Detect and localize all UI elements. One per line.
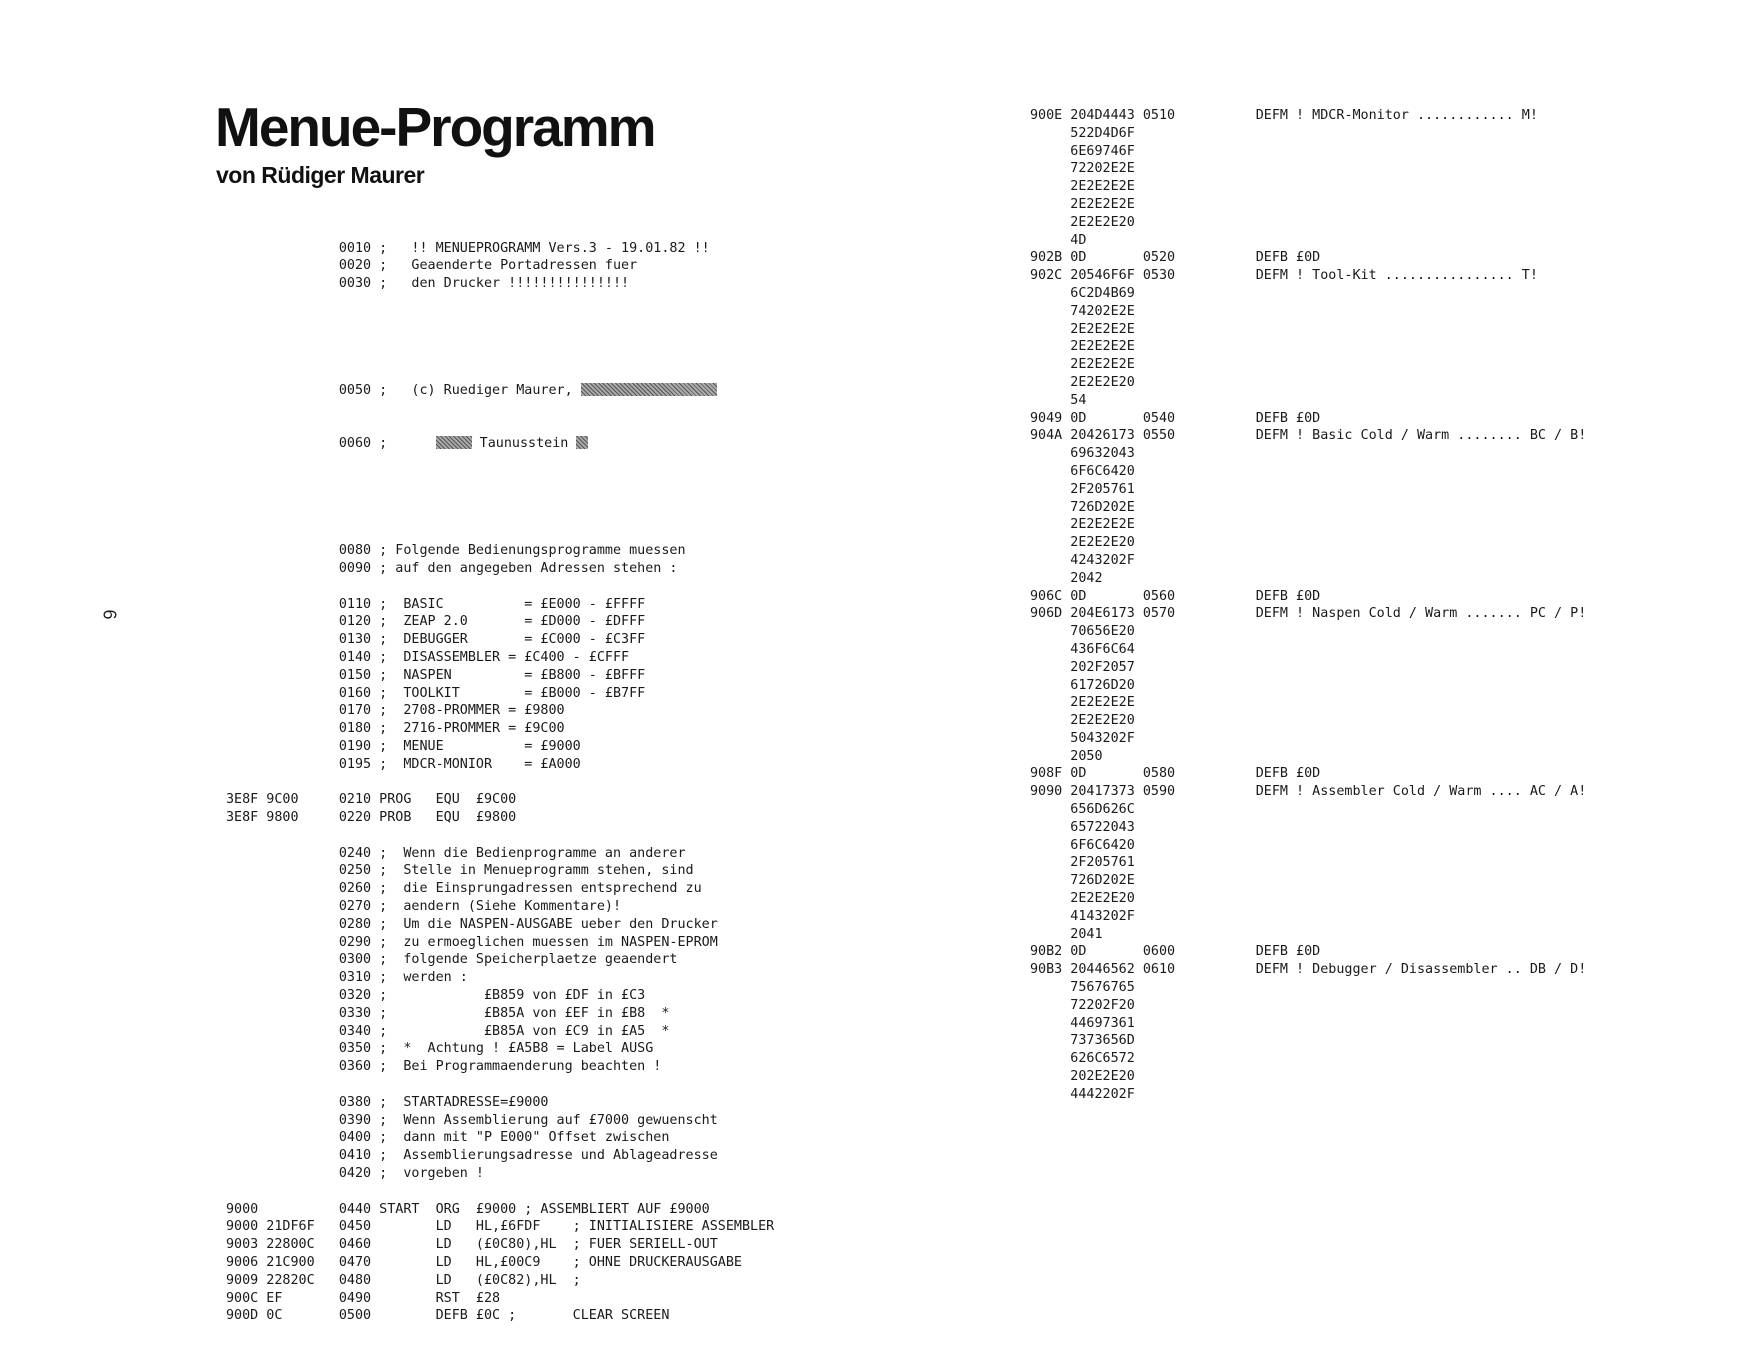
listing-line: 0080 ; Folgende Bedienungsprogramme muessen [226,543,686,559]
listing-line: 0310 ; werden : [226,970,468,986]
listing-line: 906D 204E6173 0570 DEFM ! Naspen Cold / Warm ....... PC / P! [1030,606,1587,622]
listing-line: 69632043 [1030,446,1135,462]
listing-line [226,1183,774,1201]
listing-line: 2F205761 [1030,481,1135,497]
listing-line: 70656E20 [1030,624,1135,640]
listing-line: 0190 ; MENUE = £9000 [226,738,581,754]
listing-line: 2E2E2E20 [1030,713,1135,729]
redaction-bar [436,436,472,449]
listing-line: 2E2E2E20 [1030,374,1135,390]
listing-line: 4243202F [1030,552,1135,568]
listing-line: 90B3 20446562 0610 DEFM ! Debugger / Disassembler .. DB / D! [1030,962,1587,978]
listing-line: 0120 ; ZEAP 2.0 = £D000 - £DFFF [226,614,646,630]
listing-line: 2E2E2E2E [1030,339,1135,355]
author-byline: von Rüdiger Maurer [216,162,425,188]
listing-line: 0170 ; 2708-PROMMER = £9800 [226,703,565,719]
listing-line [226,435,774,453]
listing-line: 0340 ; £B85A von £C9 in £A5 * [226,1023,670,1039]
listing-line [226,578,774,596]
listing-line: 5043202F [1030,730,1135,746]
listing-line: 902B 0D 0520 DEFB £0D [1030,250,1321,266]
listing-line: 61726D20 [1030,677,1135,693]
listing-line: 522D4D6F [1030,125,1135,141]
listing-line: 0390 ; Wenn Assemblierung auf £7000 gewuenscht [226,1112,718,1128]
listing-line: 74202E2E [1030,303,1135,319]
listing-line: 6E69746F [1030,143,1135,159]
listing-line: 0180 ; 2716-PROMMER = £9C00 [226,721,565,737]
listing-line: 72202F20 [1030,997,1135,1013]
listing-line: 6F6C6420 [1030,837,1135,853]
page-number: 6 [99,609,120,620]
listing-line-text: Taunusstein [471,436,569,452]
listing-line: 9006 21C900 0470 LD HL,£00C9 ; OHNE DRUCKERAUSGABE [226,1255,742,1271]
listing-line: 2E2E2E2E [1030,695,1135,711]
listing-line: 0260 ; die Einsprungadressen entsprechend zu [226,881,702,897]
listing-line [226,827,774,845]
listing-line: 0250 ; Stelle in Menueprogramm stehen, sind [226,863,694,879]
listing-line: 2E2E2E2E [1030,357,1135,373]
listing-line: 2E2E2E2E [1030,196,1135,212]
listing-line: 2E2E2E20 [1030,214,1135,230]
listing-line: 0020 ; Geaenderte Portadressen fuer [226,258,638,274]
listing-line: 3E8F 9800 0220 PROB EQU £9800 [226,810,517,826]
listing-line: 0290 ; zu ermoeglichen muessen im NASPEN-EPROM [226,934,718,950]
listing-line: 0240 ; Wenn die Bedienprogramme an anderer [226,845,686,861]
listing-line: 0280 ; Um die NASPEN-AUSGABE ueber den Drucker [226,916,718,932]
listing-line [226,1076,774,1094]
listing-line: 54 [1030,392,1087,408]
listing-line: 72202E2E [1030,161,1135,177]
listing-line: 4D [1030,232,1087,248]
listing-line: 726D202E [1030,873,1135,889]
listing-line: 6C2D4B69 [1030,285,1135,301]
listing-line: 2E2E2E20 [1030,891,1135,907]
listing-line [226,382,774,400]
listing-line: 9000 0440 START ORG £9000 ; ASSEMBLIERT AUF £9000 [226,1201,710,1217]
listing-line: 4442202F [1030,1086,1135,1102]
listing-line: 626C6572 [1030,1051,1135,1067]
listing-line: 0150 ; NASPEN = £B800 - £BFFF [226,667,646,683]
listing-line: 2041 [1030,926,1103,942]
listing-line: 900D 0C 0500 DEFB £0C ; CLEAR SCREEN [226,1308,670,1324]
listing-line: 0360 ; Bei Programmaenderung beachten ! [226,1059,662,1075]
left-code-listing [226,204,774,1361]
listing-line: 2E2E2E20 [1030,535,1135,551]
listing-line: 2E2E2E2E [1030,179,1135,195]
listing-header-block [226,240,774,293]
listing-line: 0300 ; folgende Speicherplaetze geaendert [226,952,678,968]
listing-line: 9049 0D 0540 DEFB £0D [1030,410,1321,426]
listing-line: 908F 0D 0580 DEFB £0D [1030,766,1321,782]
listing-line: 436F6C64 [1030,641,1135,657]
listing-line: 906C 0D 0560 DEFB £0D [1030,588,1321,604]
listing-line: 0010 ; !! MENUEPROGRAMM Vers.3 - 19.01.82 !! [226,240,710,256]
listing-line: 0420 ; vorgeben ! [226,1166,484,1182]
listing-line: 2042 [1030,570,1103,586]
listing-line: 2E2E2E2E [1030,517,1135,533]
listing-line: 0330 ; £B85A von £EF in £B8 * [226,1005,670,1021]
listing-line: 6F6C6420 [1030,463,1135,479]
listing-line [226,774,774,792]
listing-line: 0320 ; £B859 von £DF in £C3 [226,988,646,1004]
listing-line: 0030 ; den Drucker !!!!!!!!!!!!!!! [226,276,630,292]
listing-line: 7373656D [1030,1033,1135,1049]
listing-line: 904A 20426173 0550 DEFM ! Basic Cold / Warm ........ BC / B! [1030,428,1587,444]
listing-line-text: 0060 ; [226,436,436,452]
listing-line: 4143202F [1030,908,1135,924]
listing-line: 75676765 [1030,980,1135,996]
listing-line: 0380 ; STARTADRESSE=£9000 [226,1094,549,1110]
listing-line: 9009 22820C 0480 LD (£0C82),HL ; [226,1272,581,1288]
listing-line: 0110 ; BASIC = £E000 - £FFFF [226,596,646,612]
listing-line: 202E2E20 [1030,1069,1135,1085]
listing-line: 9000 21DF6F 0450 LD HL,£6FDF ; INITIALISIERE ASSEMBLER [226,1219,775,1235]
redaction-bar [581,383,717,396]
listing-line: 0140 ; DISASSEMBLER = £C400 - £CFFF [226,649,630,665]
listing-line: 0090 ; auf den angegeben Adressen stehen : [226,560,678,576]
listing-line: 90B2 0D 0600 DEFB £0D [1030,944,1321,960]
listing-line: 9090 20417373 0590 DEFM ! Assembler Cold / Warm .... AC / A! [1030,784,1587,800]
listing-line: 2F205761 [1030,855,1135,871]
listing-line: 656D626C [1030,802,1135,818]
listing-line: 202F2057 [1030,659,1135,675]
listing-line: 0400 ; dann mit "P E000" Offset zwischen [226,1130,670,1146]
redaction-bar [576,436,588,449]
listing-line: 902C 20546F6F 0530 DEFM ! Tool-Kit ................ T! [1030,268,1538,284]
listing-line: 0410 ; Assemblierungsadresse und Ablageadresse [226,1148,718,1164]
listing-line: 2E2E2E2E [1030,321,1135,337]
listing-line: 0350 ; * Achtung ! £A5B8 = Label AUSG [226,1041,654,1057]
listing-line: 44697361 [1030,1015,1135,1031]
listing-line: 0270 ; aendern (Siehe Kommentare)! [226,899,622,915]
listing-line: 0130 ; DEBUGGER = £C000 - £C3FF [226,632,646,648]
listing-line: 900E 204D4443 0510 DEFM ! MDCR-Monitor ............ M! [1030,108,1538,123]
listing-line: 900C EF 0490 RST £28 [226,1290,501,1306]
listing-line: 0195 ; MDCR-MONIOR = £A000 [226,756,581,772]
listing-line: 3E8F 9C00 0210 PROG EQU £9C00 [226,792,517,808]
listing-program-block [226,542,774,1325]
listing-line: 0160 ; TOOLKIT = £B000 - £B7FF [226,685,646,701]
listing-line: 9003 22800C 0460 LD (£0C80),HL ; FUER SERIELL-OUT [226,1237,718,1253]
listing-line: 2050 [1030,748,1103,764]
right-code-listing [1030,107,1586,1104]
listing-line-text: 0050 ; (c) Ruediger Maurer, [226,382,573,398]
article-title: Menue-Programm [215,96,655,158]
listing-line: 65722043 [1030,819,1135,835]
listing-line: 726D202E [1030,499,1135,515]
